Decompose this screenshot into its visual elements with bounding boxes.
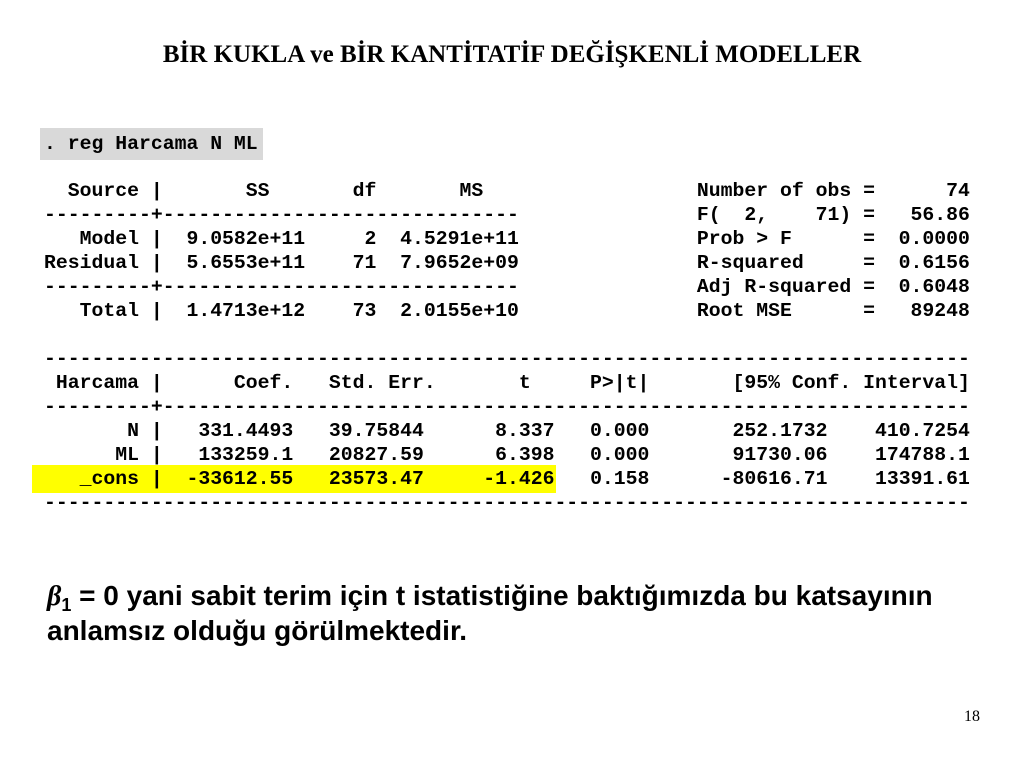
regression-output xyxy=(44,179,970,515)
rule-text: ------------------------------------------------------------------------------ xyxy=(44,492,970,514)
command-text: . reg Harcama N ML xyxy=(44,133,258,155)
coef-row xyxy=(44,443,970,467)
beta-symbol: β xyxy=(47,581,62,612)
anova-separator: ---------+------------------------------ xyxy=(44,276,519,298)
anova-row xyxy=(44,251,970,275)
anova-row xyxy=(44,227,970,251)
model-stat: Adj R-squared = 0.6048 xyxy=(696,276,970,298)
beta-subscript: 1 xyxy=(61,595,72,615)
blank-line xyxy=(44,323,970,347)
coef-row xyxy=(44,419,970,443)
anova-residual-row: Residual | 5.6553e+11 71 7.9652e+09 xyxy=(44,252,519,274)
coef-header xyxy=(44,371,970,395)
coef-row-n: N | 331.4493 39.75844 8.337 0.000 252.1732 410.7254 xyxy=(44,420,970,442)
cons-row-rest: 0.158 -80616.71 13391.61 xyxy=(554,468,970,490)
cons-row xyxy=(44,467,970,491)
model-stat: Number of obs = 74 xyxy=(696,180,970,202)
anova-row xyxy=(44,179,970,203)
conclusion-line-1-text: = 0 yani sabit terim için t istatistiğine baktığımızda bu katsayının xyxy=(71,580,933,611)
model-stat: Prob > F = 0.0000 xyxy=(696,228,970,250)
coef-header-text: Harcama | Coef. Std. Err. t P>|t| [95% Conf. Interval] xyxy=(44,372,970,394)
model-stat: F( 2, 71) = 56.86 xyxy=(696,204,970,226)
model-stat: R-squared = 0.6156 xyxy=(696,252,970,274)
rule-text: ------------------------------------------------------------------------------ xyxy=(44,348,970,370)
anova-row xyxy=(44,299,970,323)
anova-total-row: Total | 1.4713e+12 73 2.0155e+10 xyxy=(44,300,519,322)
anova-separator: ---------+------------------------------ xyxy=(44,204,519,226)
slide-title: BİR KUKLA ve BİR KANTİTATİF DEĞİŞKENLİ MODELLER xyxy=(162,41,862,68)
coef-separator xyxy=(44,395,970,419)
conclusion-line-1 xyxy=(47,578,933,613)
coef-top-rule xyxy=(44,347,970,371)
anova-header: Source | SS df MS xyxy=(44,180,484,202)
command-box xyxy=(40,128,263,160)
coef-row-ml: ML | 133259.1 20827.59 6.398 0.000 91730.06 174788.1 xyxy=(44,444,970,466)
coef-bottom-rule xyxy=(44,491,970,515)
conclusion-line-2: anlamsız olduğu görülmektedir. xyxy=(47,615,468,646)
anova-row xyxy=(44,275,970,299)
separator-text: ---------+-------------------------------------------------------------------- xyxy=(44,396,970,418)
conclusion xyxy=(47,578,933,648)
anova-row xyxy=(44,203,970,227)
anova-model-row: Model | 9.0582e+11 2 4.5291e+11 xyxy=(44,228,519,250)
cons-row-highlighted: _cons | -33612.55 23573.47 -1.426 xyxy=(44,468,555,490)
page-number: 18 xyxy=(964,708,980,725)
model-stat: Root MSE = 89248 xyxy=(696,300,970,322)
